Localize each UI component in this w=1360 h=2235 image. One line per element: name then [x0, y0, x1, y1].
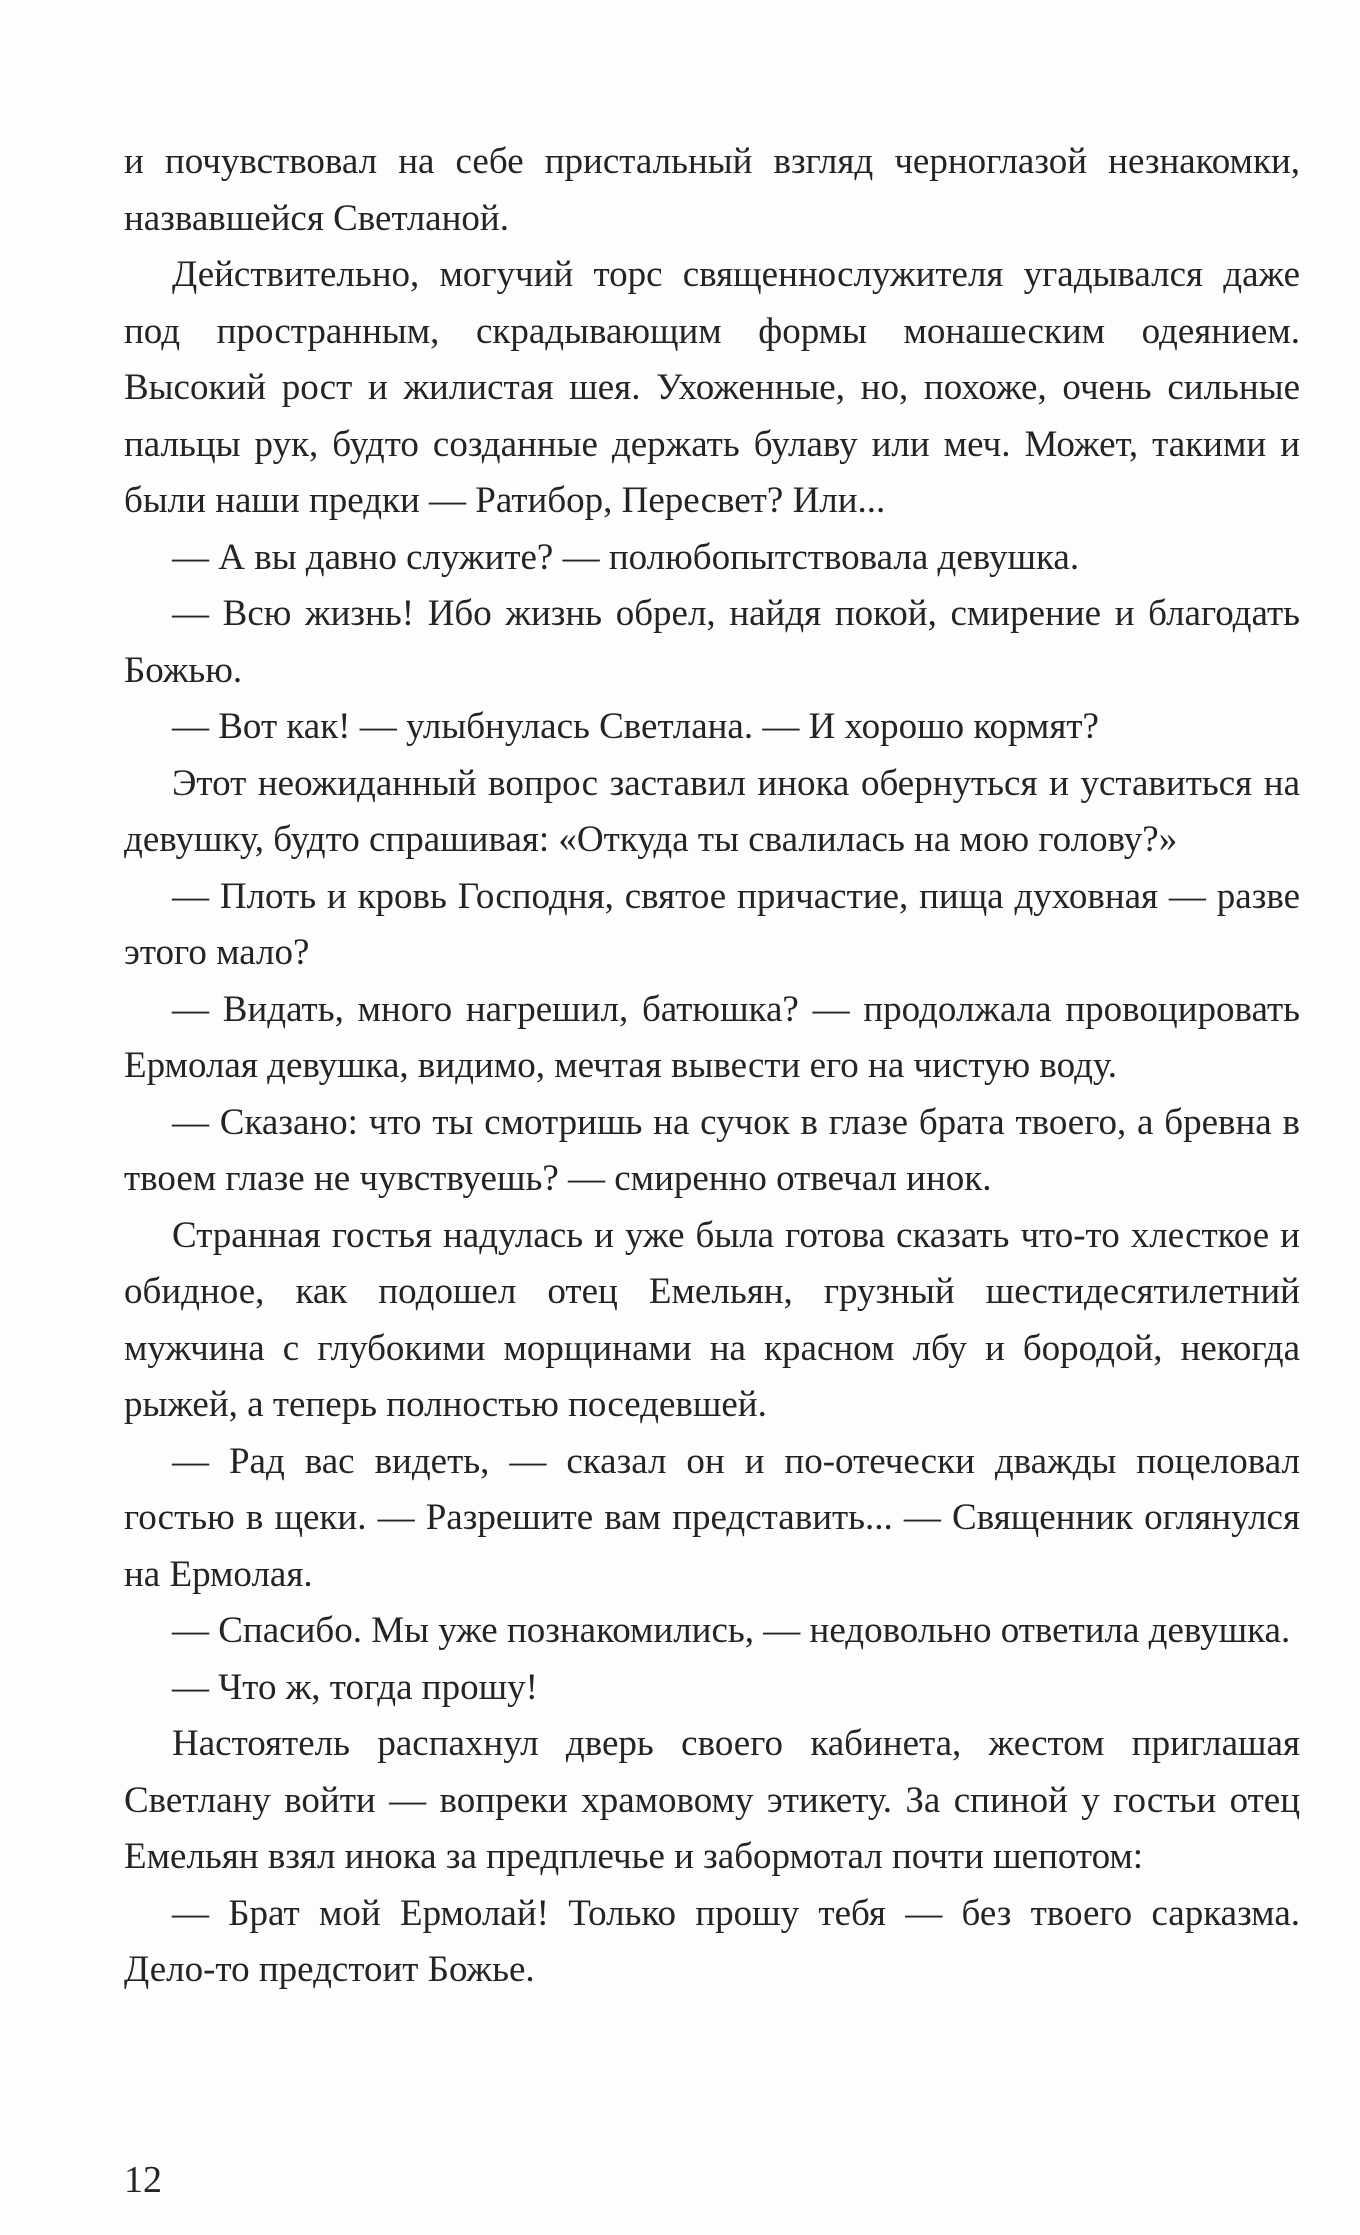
paragraph: Странная гостья надулась и уже была готова сказать что-то хлесткое и обидное, как подошел отец Емельян, грузный шестидесятилетний мужчина с глубокими морщинами на красном лбу и бородой, некогда рыжей, а теперь полностью поседевшей.	[124, 1214, 1300, 1425]
paragraph-dialogue: — Вот как! — улыбнулась Светлана. — И хорошо кормят?	[172, 706, 1099, 747]
page-body-text	[124, 134, 1300, 1999]
paragraph-dialogue: — Всю жизнь! Ибо жизнь обрел, найдя покой, смирение и благодать Божью.	[124, 593, 1300, 691]
paragraph-dialogue: — А вы давно служите? — полюбопытствовала девушка.	[172, 536, 1080, 578]
paragraph-dialogue: — Рад вас видеть, — сказал он и по-отечески дважды поцеловал гостью в щеки. — Разрешите вам представить... — Священник оглянулся на Ермолая.	[124, 1440, 1300, 1595]
paragraph-dialogue: — Спасибо. Мы уже познакомились, — недовольно ответила девушка.	[172, 1610, 1291, 1651]
page-number: 12	[124, 2159, 162, 2201]
paragraph-dialogue: — Плоть и кровь Господня, святое причастие, пища духовная — разве этого мало?	[124, 875, 1300, 973]
paragraph-continuation: и почувствовал на себе пристальный взгляд черноглазой незнакомки, назвавшейся Светланой.	[124, 141, 1300, 239]
paragraph-dialogue: — Сказано: что ты смотришь на сучок в глазе брата твоего, а бревна в твоем глазе не чувствуешь? — смиренно отвечал инок.	[124, 1101, 1300, 1199]
paragraph-dialogue: — Брат мой Ермолай! Только прошу тебя — без твоего сарказма. Дело-то предстоит Божье.	[124, 1892, 1300, 1990]
paragraph-dialogue: — Видать, много нагрешил, батюшка? — продолжала провоцировать Ермолая девушка, видимо, мечтая вывести его на чистую воду.	[124, 988, 1300, 1086]
paragraph: Действительно, могучий торс священнослужителя угадывался даже под пространным, скрадывающим формы монашеским одеянием. Высокий рост и жилистая шея. Ухоженные, но, похоже, очень сильные пальцы рук, будто созданные держать булаву или меч. Может, такими и были наши предки — Ратибор, Пересвет? Или...	[124, 254, 1300, 521]
paragraph: Этот неожиданный вопрос заставил инока обернуться и уставиться на девушку, будто спрашивая: «Откуда ты свалилась на мою голову?»	[124, 762, 1300, 860]
paragraph: Настоятель распахнул дверь своего кабинета, жестом приглашая Светлану войти — вопреки храмовому этикету. За спиной у гостьи отец Емельян взял инока за предплечье и забормотал почти шепотом:	[124, 1723, 1300, 1877]
paragraph-dialogue: — Что ж, тогда прошу!	[172, 1666, 538, 1708]
